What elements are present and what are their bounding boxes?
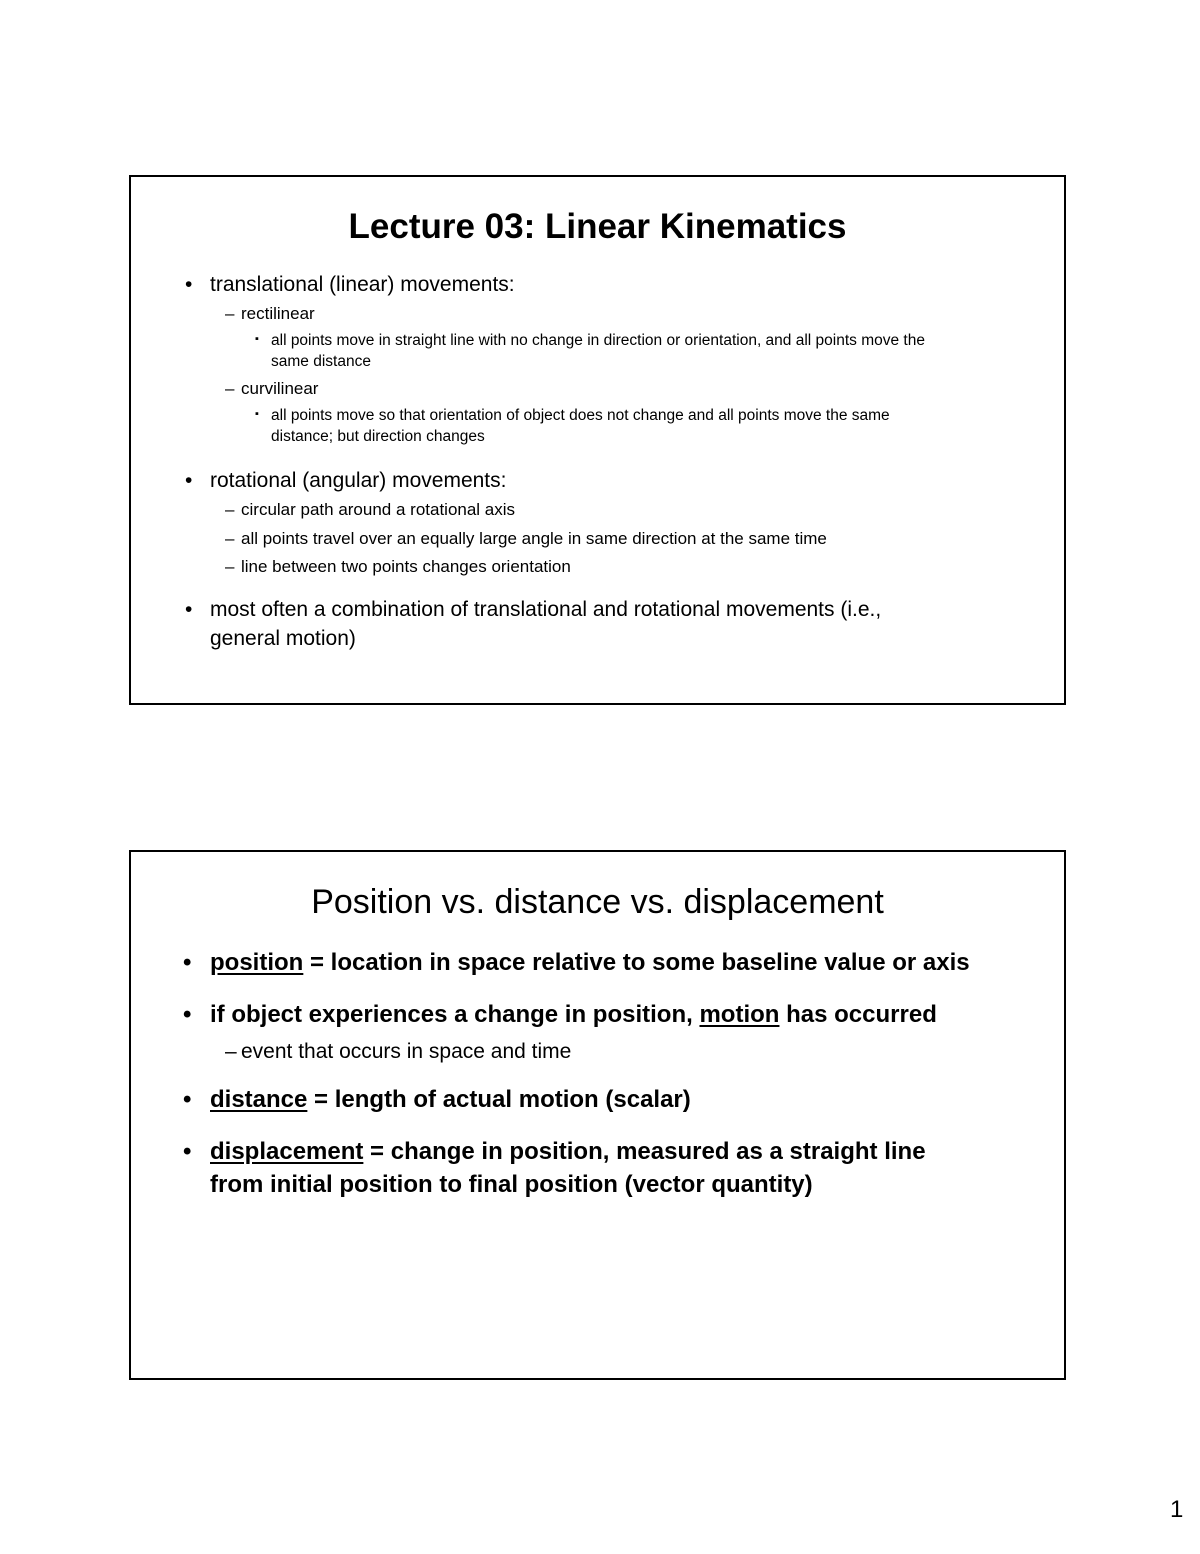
bullet-glyph: • bbox=[183, 949, 192, 976]
bullet-glyph: • bbox=[185, 598, 193, 621]
motion-prefix: if object experiences a change in position, bbox=[210, 1001, 700, 1028]
dash-glyph: – bbox=[225, 557, 235, 576]
term-distance: distance bbox=[210, 1086, 308, 1113]
bullet-glyph: • bbox=[183, 1001, 192, 1028]
dash-glyph: – bbox=[225, 1040, 237, 1063]
curvilinear-detail-line1: all points move so that orientation of object does not change and all points move the same bbox=[271, 407, 890, 424]
rectilinear-detail-line2: same distance bbox=[271, 353, 371, 370]
bullet-glyph: • bbox=[183, 1138, 192, 1165]
displacement-definition: = change in position, measured as a straight line bbox=[363, 1138, 926, 1165]
bullet-motion bbox=[210, 1003, 937, 1027]
rectilinear-detail-line1: all points move in straight line with no change in direction or orientation, and all points move the bbox=[271, 332, 925, 349]
curvilinear-detail-line2: distance; but direction changes bbox=[271, 428, 485, 445]
sub-curvilinear: curvilinear bbox=[241, 379, 319, 398]
position-definition: = location in space relative to some baseline value or axis bbox=[303, 949, 970, 976]
dash-glyph: – bbox=[225, 379, 235, 398]
bullet-combination-line1: most often a combination of translational and rotational movements (i.e., bbox=[210, 598, 882, 621]
bullet-distance bbox=[210, 1088, 691, 1112]
term-position: position bbox=[210, 949, 304, 976]
bullet-glyph: • bbox=[185, 469, 193, 492]
bullet-displacement-line2: from initial position to final position (vector quantity) bbox=[210, 1171, 813, 1198]
page-number: 1 bbox=[1170, 1496, 1184, 1523]
term-displacement: displacement bbox=[210, 1138, 364, 1165]
bullet-translational: translational (linear) movements: bbox=[210, 273, 515, 296]
sub-circular-path: circular path around a rotational axis bbox=[241, 500, 516, 519]
bullet-displacement-line1 bbox=[210, 1140, 926, 1164]
slide-title: Lecture 03: Linear Kinematics bbox=[348, 207, 847, 246]
term-motion: motion bbox=[699, 1001, 780, 1028]
motion-suffix: has occurred bbox=[779, 1001, 937, 1028]
dash-glyph: – bbox=[225, 529, 235, 548]
sub-line-orientation: line between two points changes orientation bbox=[241, 557, 571, 576]
sub-rectilinear: rectilinear bbox=[241, 304, 315, 323]
distance-definition: = length of actual motion (scalar) bbox=[307, 1086, 691, 1113]
bullet-combination-line2: general motion) bbox=[210, 627, 356, 650]
slide-linear-kinematics bbox=[129, 175, 1066, 705]
bullet-glyph: • bbox=[183, 1086, 192, 1113]
sub-equal-angle: all points travel over an equally large angle in same direction at the same time bbox=[241, 529, 827, 548]
sub-event-space-time: event that occurs in space and time bbox=[241, 1040, 572, 1063]
slide-position-distance-displacement bbox=[129, 850, 1066, 1380]
bullet-rotational: rotational (angular) movements: bbox=[210, 469, 507, 492]
dash-glyph: – bbox=[225, 500, 235, 519]
slide-title: Position vs. distance vs. displacement bbox=[311, 883, 884, 921]
bullet-position bbox=[210, 951, 970, 975]
bullet-glyph: • bbox=[185, 273, 193, 296]
square-glyph: ▪ bbox=[255, 333, 259, 345]
square-glyph: ▪ bbox=[255, 408, 259, 420]
dash-glyph: – bbox=[225, 304, 235, 323]
